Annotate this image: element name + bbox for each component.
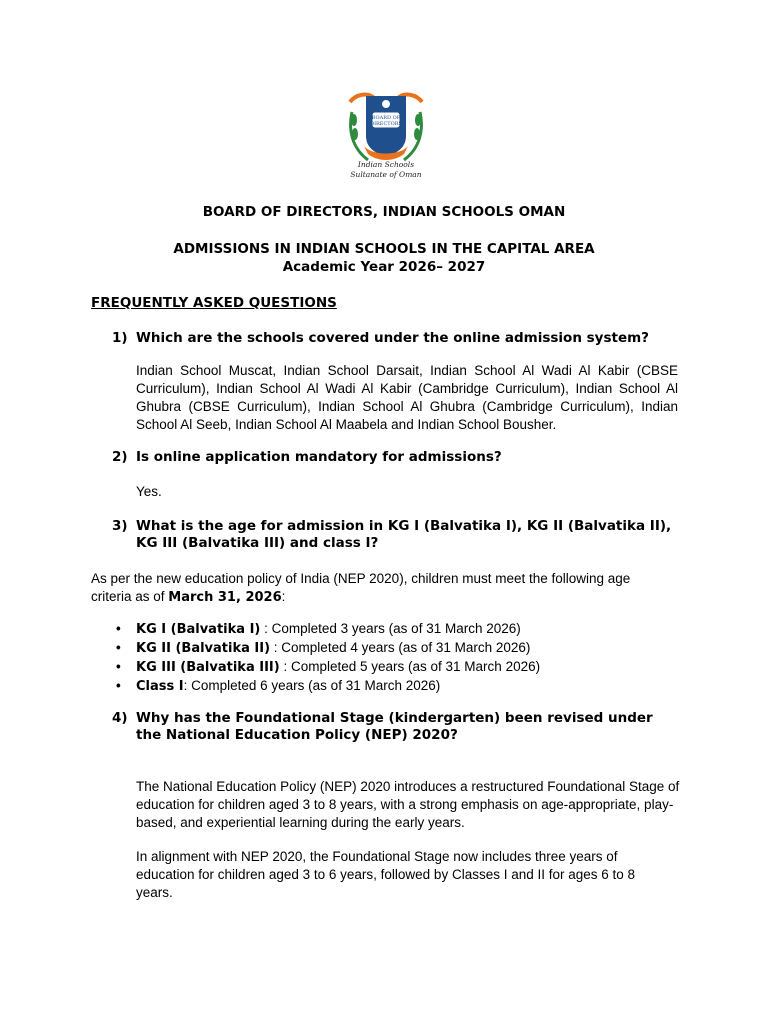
question-text: Is online application mandatory for admissions? xyxy=(136,449,502,465)
answer-4-paragraph-2: In alignment with NEP 2020, the Foundational Stage now includes three years of education for children aged 3 to 6 years, followed by Classes I and II for ages 6 to 8 years. xyxy=(136,849,636,900)
logo-caption xyxy=(336,160,436,180)
document-title: BOARD OF DIRECTORS, INDIAN SCHOOLS OMAN xyxy=(202,204,566,220)
intro-date: March 31, 2026 xyxy=(168,590,282,605)
bullet-text: Completed 4 years (as of 31 March 2026) xyxy=(281,640,531,655)
question-3 xyxy=(112,518,682,552)
question-number: 4) xyxy=(112,710,128,726)
faq-heading: FREQUENTLY ASKED QUESTIONS xyxy=(91,295,337,311)
list-item: • KG III (Balvatika III) : Completed 5 years (as of 31 March 2026) xyxy=(116,659,541,675)
bullet-label: KG I (Balvatika I) xyxy=(136,622,261,637)
question-text: Which are the schools covered under the online admission system? xyxy=(136,330,650,346)
bullet-sep: : xyxy=(270,640,282,655)
bullet-label: KG II (Balvatika II) xyxy=(136,641,271,656)
bullet-sep: : xyxy=(183,678,192,693)
question-number: 2) xyxy=(112,449,128,465)
answer-1: Indian School Muscat, Indian School Darsait, Indian School Al Wadi Al Kabir (CBSE Curriculum), Indian School Al Wadi Al Kabir (Cambridge Curriculum), Indian School Al Ghubra (CBSE Curriculum), Indian School Al Ghubra (Cambridge Curriculum), Indian School Al Seeb, Indian School Al Maabela and Indian School Bousher. xyxy=(136,363,678,432)
intro-text: As per the new education policy of India (NEP 2020), children must meet the following age criteria as of xyxy=(91,571,631,604)
list-item: • Class I: Completed 6 years (as of 31 March 2026) xyxy=(116,678,441,694)
bullet-text: Completed 3 years (as of 31 March 2026) xyxy=(271,621,521,636)
bullet-sep: : xyxy=(279,659,291,674)
question-text: What is the age for admission in KG I (Balvatika I), KG II (Balvatika II), KG III (Balvatika III) and class I? xyxy=(136,518,672,551)
question-number: 3) xyxy=(112,518,128,534)
bullet-text: Completed 5 years (as of 31 March 2026) xyxy=(290,659,541,674)
document-subtitle: ADMISSIONS IN INDIAN SCHOOLS IN THE CAPITAL AREA xyxy=(173,241,595,257)
svg-text:BOARD OF: BOARD OF xyxy=(371,115,401,121)
answer-3-intro xyxy=(91,570,671,607)
question-1 xyxy=(112,330,682,347)
answer-2: Yes. xyxy=(136,484,162,499)
svg-text:DIRECTORS: DIRECTORS xyxy=(370,121,402,127)
question-4 xyxy=(112,710,682,744)
list-item: • KG II (Balvatika II) : Completed 4 years (as of 31 March 2026) xyxy=(116,640,531,656)
academic-year: Academic Year 2026– 2027 xyxy=(282,259,486,275)
question-number: 1) xyxy=(112,330,128,346)
bullet-label: Class I xyxy=(136,679,184,694)
logo-caption-line2: Sultanate of Oman xyxy=(350,170,422,179)
age-criteria-list xyxy=(91,620,540,696)
bullet-sep: : xyxy=(260,621,272,636)
question-text: Why has the Foundational Stage (kindergarten) been revised under the National Education Policy (NEP) 2020? xyxy=(136,710,653,743)
logo-caption-line1: Indian Schools xyxy=(357,160,415,169)
list-item: • KG I (Balvatika I) : Completed 3 years (as of 31 March 2026) xyxy=(116,621,521,637)
bullet-text: Completed 6 years (as of 31 March 2026) xyxy=(191,678,441,693)
bullet-label: KG III (Balvatika III) xyxy=(136,660,280,675)
question-2 xyxy=(112,449,682,466)
answer-4-paragraph-1: The National Education Policy (NEP) 2020 introduces a restructured Foundational Stage of education for children aged 3 to 8 years, with a strong emphasis on age-appropriate, play-based, and experiential learning during the early years. xyxy=(136,779,680,830)
intro-suffix: : xyxy=(281,589,286,604)
